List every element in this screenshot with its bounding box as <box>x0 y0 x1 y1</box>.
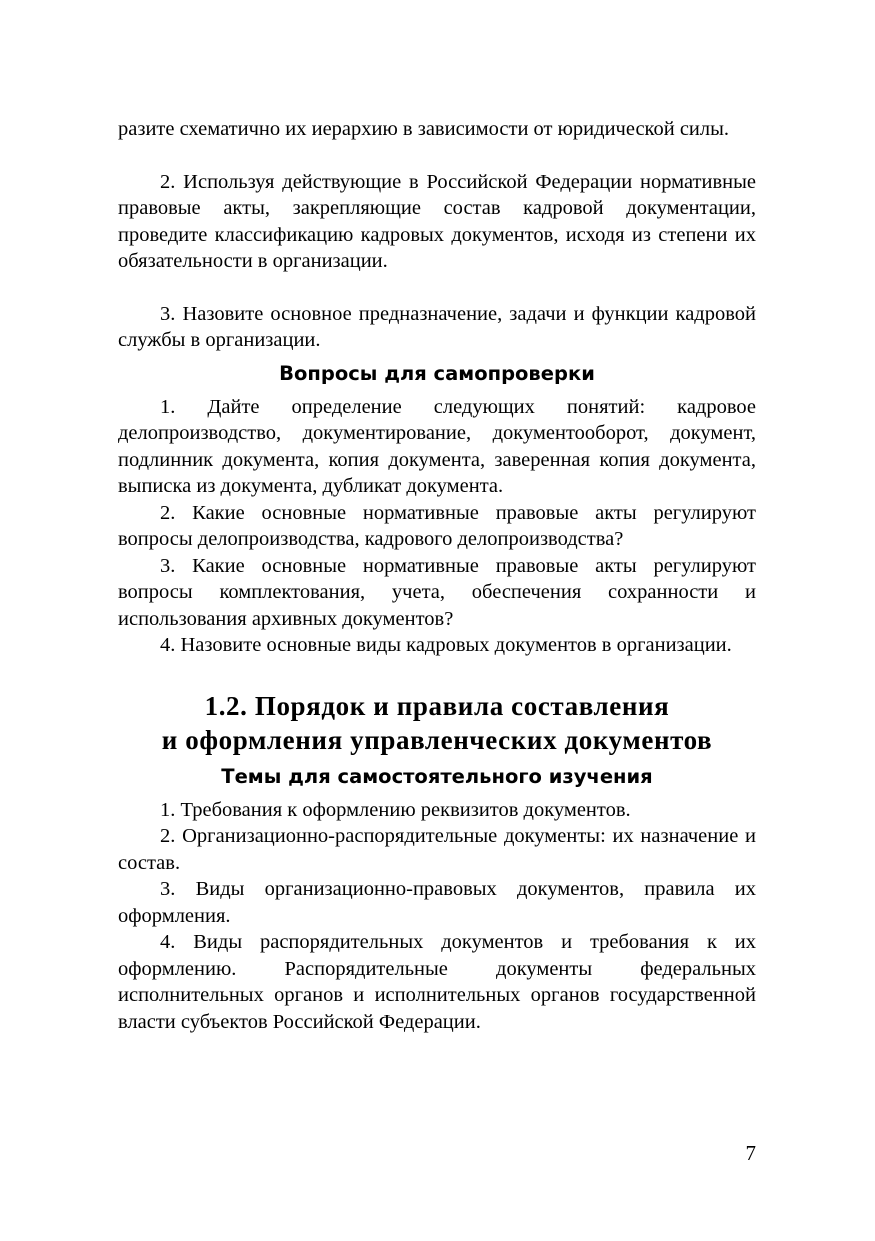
task-paragraph-3: 3. Назовите основное предназначение, задачи и функции кадровой службы в организации. <box>118 302 756 351</box>
self-study-item: 4. Виды распорядительных документов и требования к их оформлению. Распорядительные документы федеральных исполнительных органов и исполнительных органов государственной власти субъектов Российской Федерации. <box>118 931 756 1033</box>
page-number: 7 <box>745 1141 756 1165</box>
self-check-item: 3. Какие основные нормативные правовые акты регулируют вопросы комплектования, учета, обеспечения сохранности и использования архивных документов? <box>118 554 756 630</box>
task-paragraph-2: 2. Используя действующие в Российской Федерации нормативные правовые акты, закрепляющие состав кадровой документации, проведите классификацию кадровых документов, исходя из степени их обязательности в организации. <box>118 170 756 272</box>
section-title <box>118 689 756 757</box>
spacer <box>118 143 756 169</box>
self-study-item: 3. Виды организационно-правовых документов, правила их оформления. <box>118 878 756 927</box>
task-paragraph-1-continued: разите схематично их иерархию в зависимости от юридической силы. <box>118 118 730 140</box>
spacer <box>118 275 756 301</box>
self-check-item: 1. Дайте определение следующих понятий: кадровое делопроизводство, документирование, документооборот, документ, подлинник документа, копия документа, заверенная копия документа, выписка из документа, дубликат документа. <box>118 395 756 497</box>
self-check-item: 2. Какие основные нормативные правовые акты регулируют вопросы делопроизводства, кадрового делопроизводства? <box>118 501 756 550</box>
self-check-item: 4. Назовите основные виды кадровых документов в организации. <box>160 634 732 656</box>
page-content <box>118 116 756 1035</box>
self-study-item: 1. Требования к оформлению реквизитов документов. <box>160 798 631 821</box>
self-check-heading: Вопросы для самопроверки <box>279 361 595 385</box>
self-study-heading: Темы для самостоятельного изучения <box>221 764 653 788</box>
section-title-line-2: и оформления управленческих документов <box>161 724 713 755</box>
self-study-item: 2. Организационно-распорядительные документы: их назначение и состав. <box>118 825 756 874</box>
section-title-line-1: 1.2. Порядок и правила составления <box>204 690 670 721</box>
